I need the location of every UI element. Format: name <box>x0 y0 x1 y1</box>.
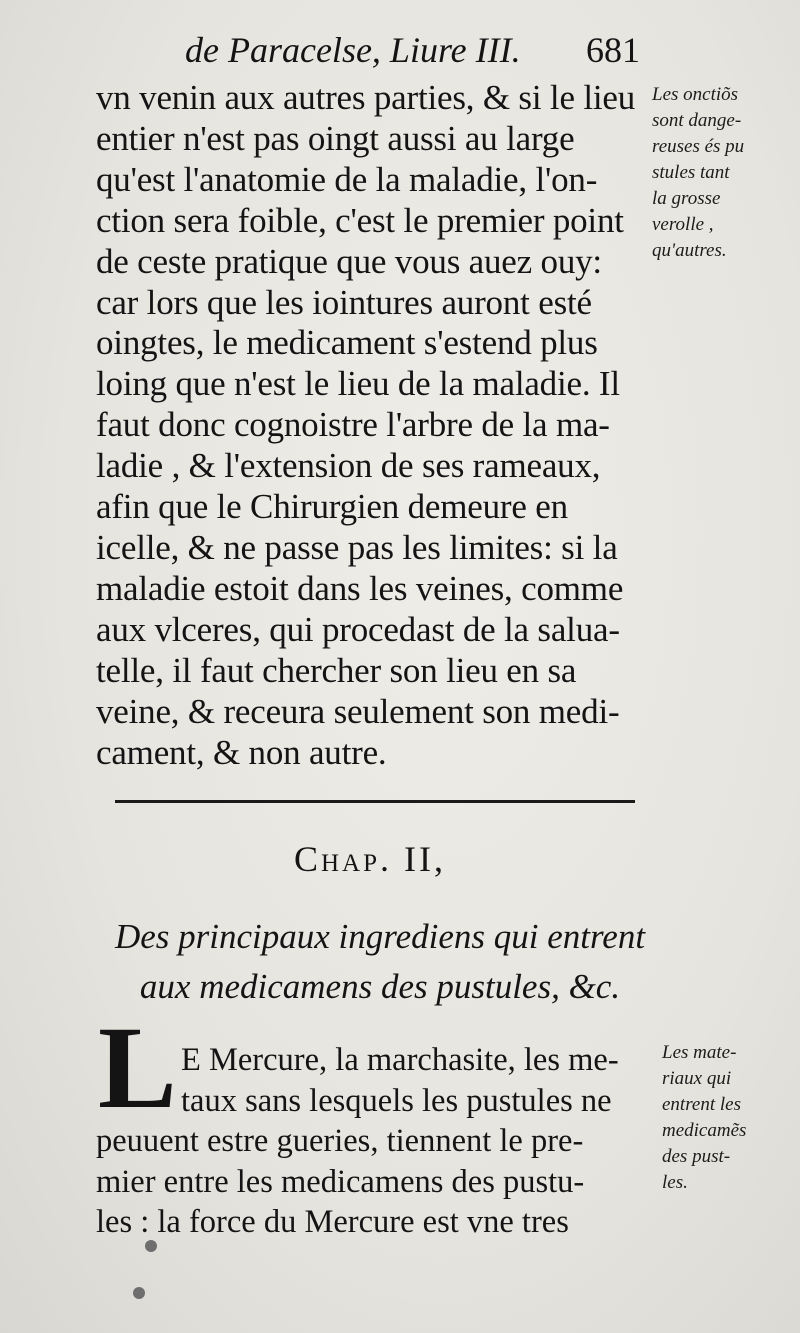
text-line: oingtes, le medicament s'estend plus <box>96 323 598 363</box>
text-line: veine, & receura seulement son medi- <box>96 691 620 731</box>
drop-cap: L <box>98 1002 177 1133</box>
text-line: les : la force du Mercure est vne tres <box>96 1204 569 1240</box>
text-line: vn venin aux autres parties, & si le lieu <box>96 78 636 117</box>
text-line: ction sera foible, c'est le premier point <box>96 200 624 240</box>
text-line: cament, & non autre. <box>96 732 387 772</box>
chapter-paragraph <box>96 1040 652 1243</box>
margin-note-line: des pust- <box>662 1146 731 1167</box>
margin-note-line: medicamẽs <box>662 1120 747 1141</box>
text-line: icelle, & ne passe pas les limites: si la <box>96 527 618 567</box>
margin-note-line: la grosse <box>652 188 721 209</box>
text-line: car lors que les iointures auront esté <box>96 282 592 322</box>
text-line: loing que n'est le lieu de la maladie. Il <box>96 364 620 404</box>
text-line: entier n'est pas oingt aussi au large <box>96 118 575 158</box>
margin-note-ointments <box>652 82 792 264</box>
text-line: qu'est l'anatomie de la maladie, l'on- <box>96 159 598 199</box>
margin-note-line: entrent les <box>662 1094 741 1115</box>
text-line: peuuent estre gueries, tiennent le pre- <box>96 1123 584 1159</box>
margin-note-line: reuses és pu <box>652 136 745 157</box>
chapter-title-line: aux medicamens des pustules, &c. <box>139 967 621 1006</box>
ink-speck <box>145 1240 157 1252</box>
margin-note-line: Les mate- <box>662 1042 737 1063</box>
page-number: 681 <box>586 30 640 70</box>
text-line: E Mercure, la marchasite, les me- <box>181 1042 619 1078</box>
text-line: aux vlceres, qui procedast de la salua- <box>96 609 620 649</box>
text-line: telle, il faut chercher son lieu en sa <box>96 650 577 690</box>
margin-note-line: riaux qui <box>662 1068 732 1089</box>
text-line: ladie , & l'extension de ses rameaux, <box>96 446 601 486</box>
margin-note-line: les. <box>662 1172 688 1193</box>
running-header <box>160 20 640 80</box>
chapter-title-line: Des principaux ingrediens qui entrent <box>114 917 646 956</box>
chapter-heading: Chap. II, <box>293 839 446 879</box>
margin-note-line: sont dange- <box>652 110 742 131</box>
margin-note-line: qu'autres. <box>652 240 727 261</box>
section-divider <box>115 800 635 803</box>
text-line: afin que le Chirurgien demeure en <box>96 487 568 527</box>
text-line: de ceste pratique que vous auez ouy: <box>96 241 602 281</box>
margin-note-line: verolle , <box>652 214 714 235</box>
ink-speck <box>133 1287 145 1299</box>
main-text-block <box>96 78 652 773</box>
text-line: maladie estoit dans les veines, comme <box>96 568 624 608</box>
margin-note-line: stules tant <box>652 162 730 183</box>
margin-note-line: Les onctiõs <box>652 84 739 105</box>
margin-note-materials <box>662 1040 792 1196</box>
chapter-title <box>100 912 660 1012</box>
text-line: taux sans lesquels les pustules ne <box>181 1082 612 1119</box>
text-line: mier entre les medicamens des pustu- <box>96 1163 585 1200</box>
text-line: faut donc cognoistre l'arbre de la ma- <box>96 405 610 445</box>
running-title: de Paracelse, Liure III. <box>185 30 521 70</box>
